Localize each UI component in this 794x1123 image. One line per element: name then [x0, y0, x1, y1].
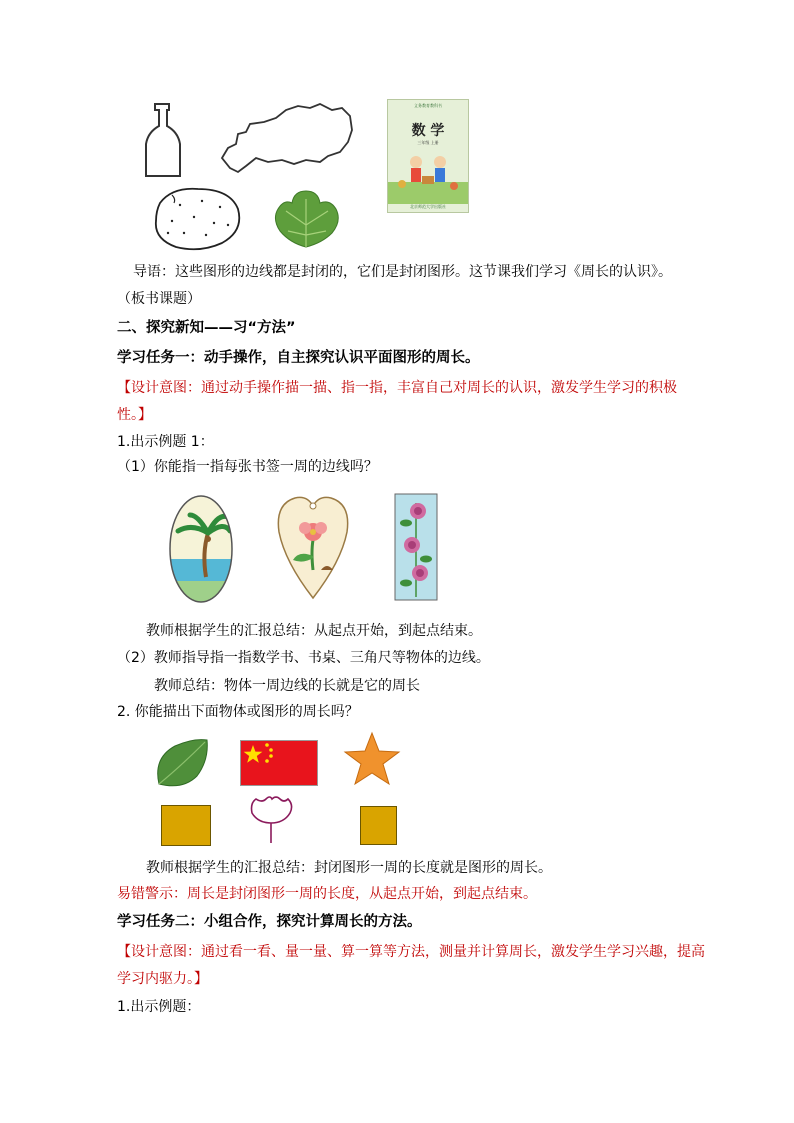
teacher-summary-2: 教师总结：物体一周边线的长就是它的周长: [154, 678, 420, 694]
ginkgo-leaf-outline-image: [248, 793, 294, 847]
gold-square-left-shape: [161, 805, 211, 846]
example-1-label: 1.出示例题 1：: [117, 434, 214, 450]
green-leaf-image: [153, 738, 209, 792]
potato-outline-image: [150, 183, 245, 253]
grape-leaf-image: [270, 185, 342, 251]
section-two-heading: 二、探究新知——习“方法”: [117, 320, 296, 336]
design-intent-1-line-b: 性。】: [117, 407, 152, 423]
china-flag-image: [240, 740, 318, 786]
design-intent-1-line-a: 【设计意图：通过动手操作描一描、指一指，丰富自己对周长的认识，激发学生学习的积极: [117, 380, 677, 396]
map-outline-image: [216, 100, 361, 180]
gold-square-right-shape: [360, 806, 397, 845]
warning-note: 易错警示：周长是封闭图形一周的长度，从起点开始，到起点结束。: [117, 886, 537, 902]
bookmark-rect-roses-image: [394, 493, 438, 601]
teacher-summary-3: 教师根据学生的汇报总结：封闭图形一周的长度就是图形的周长。: [146, 860, 552, 876]
textbook-press: 北京师范大学出版社: [410, 204, 446, 209]
textbook-publisher-top: 义务教育教科书: [414, 103, 442, 108]
bookmark-oval-palm-image: [168, 493, 234, 605]
task-two-heading: 学习任务二：小组合作，探究计算周长的方法。: [117, 914, 422, 930]
design-intent-2-line-b: 学习内驱力。】: [117, 971, 208, 987]
textbook-children-illustration: [388, 148, 468, 204]
bottle-outline-image: [138, 100, 188, 180]
design-intent-2-line-a: 【设计意图：通过看一看、量一量、算一算等方法，测量并计算周长，激发学生学习兴趣，提高: [117, 944, 705, 960]
example-2-label: 1.出示例题：: [117, 999, 201, 1015]
question-2: （2）教师指导指一指数学书、书桌、三角尺等物体的边线。: [117, 650, 490, 666]
bookmark-heart-flower-image: [275, 492, 351, 602]
textbook-grade: 三年级 上册: [417, 140, 439, 145]
math-textbook-cover-image: [387, 99, 469, 213]
intro-paragraph: 导语：这些图形的边线都是封闭的，它们是封闭图形。这节课我们学习《周长的认识》。: [133, 264, 672, 280]
question-3: 2. 你能描出下面物体或图形的周长吗？: [117, 704, 359, 720]
orange-star-shape: [343, 731, 401, 787]
question-1: （1）你能指一指每张书签一周的边线吗？: [117, 459, 378, 475]
task-one-heading: 学习任务一：动手操作，自主探究认识平面图形的周长。: [117, 350, 480, 366]
textbook-title: 数 学: [411, 123, 445, 139]
board-note: （板书课题）: [117, 291, 201, 307]
teacher-summary-1: 教师根据学生的汇报总结：从起点开始，到起点结束。: [146, 623, 482, 639]
